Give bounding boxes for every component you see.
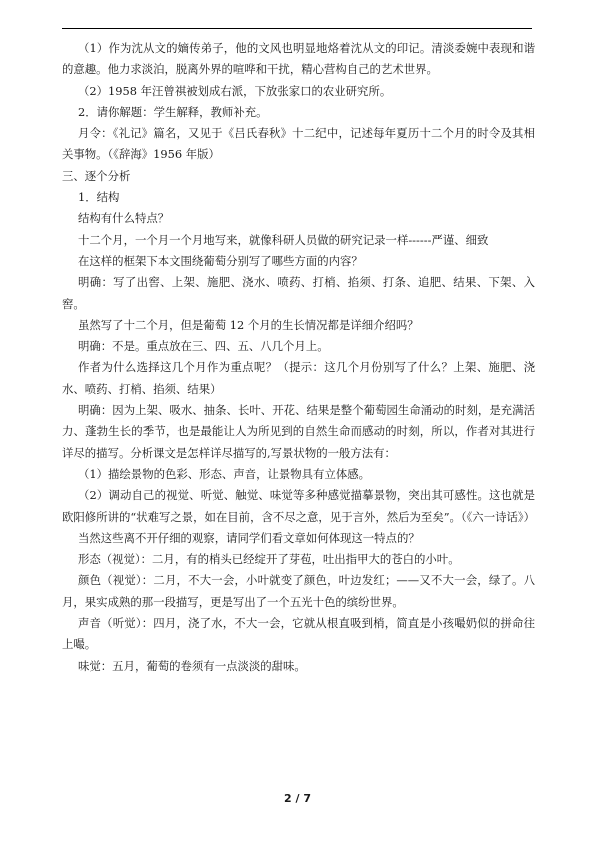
paragraph: 虽然写了十二个月，但是葡萄 12 个月的生长情况都是详细介绍吗？: [78, 317, 419, 332]
section-heading: 三、逐个分析: [62, 168, 131, 183]
paragraph: 作者为什么选择这几个月作为重点呢？（提示：这几个月份别写了什么？上架、施肥、浇水、喷药、打梢、掐须、结果）: [62, 360, 535, 396]
paragraph: 月令：《礼记》篇名，又见于《吕氏春秋》十二纪中，记述每年夏历十二个月的时令及其相关事物。（《辞海》1956 年版）: [62, 126, 535, 162]
paragraph: 2．请你解题：学生解释，教师补充。: [78, 104, 268, 119]
body-text: [62, 38, 535, 677]
paragraph: 颜色（视觉）：二月，不大一会，小叶就变了颜色，叶边发红；——又不大一会，绿了。八月，果实成熟的那一段描写，更是写出了一个五光十色的缤纷世界。: [62, 573, 535, 609]
paragraph: （2）调动自己的视觉、听觉、触觉、味觉等多种感觉描摹景物，突出其可感性。这也就是欧阳修所讲的“状难写之景，如在目前，含不尽之意，见于言外，然后为至矣”。（《六一诗话》）: [62, 488, 535, 524]
paragraph: （1）作为沈从文的嫡传弟子，他的文风也明显地烙着沈从文的印记。清淡委婉中表现和谐的意趣。他力求淡泊，脱离外界的喧哗和干扰，精心营构自己的艺术世界。: [62, 41, 535, 77]
paragraph: 声音（听觉）：四月，浇了水，不大一会，它就从根直吸到梢，简直是小孩嘬奶似的拼命往上嘬。: [62, 616, 535, 652]
paragraph: （2）1958 年汪曾祺被划成右派，下放张家口的农业研究所。: [78, 83, 392, 98]
sub-heading: 1．结构: [78, 190, 120, 205]
paragraph: 明确：不是。重点放在三、四、五、八几个月上。: [78, 339, 329, 354]
paragraph: 明确：因为上架、吸水、抽条、长叶、开花、结果是整个葡萄园生命涌动的时刻，是充满活力、蓬勃生长的季节，也是最能让人为所见到的自然生命而感动的时刻，所以，作者对其进行详尽的描写。分析课文是怎样详尽描写的,写景状物的一般方法有：: [62, 403, 535, 460]
paragraph: 形态（视觉）：二月，有的梢头已经绽开了芽苞，吐出指甲大的苍白的小叶。: [78, 552, 460, 567]
paragraph: 明确：写了出窖、上架、施肥、浇水、喷药、打梢、掐须、打条、追肥、结果、下架、入窖。: [62, 275, 535, 311]
paragraph: 十二个月，一个月一个月地写来，就像科研人员做的研究记录一样------严谨、细致: [78, 232, 489, 247]
page-number: 2 / 7: [284, 792, 311, 805]
paragraph: 结构有什么特点？: [78, 211, 170, 226]
header-rule: [62, 28, 532, 29]
paragraph: 当然这些离不开仔细的观察，请同学们看文章如何体现这一特点的？: [78, 530, 420, 545]
paragraph: 味觉：五月，葡萄的卷须有一点淡淡的甜味。: [78, 658, 306, 673]
paragraph: 在这样的框架下本文围绕葡萄分别写了哪些方面的内容？: [78, 253, 363, 268]
paragraph: （1）描绘景物的色彩、形态、声音，让景物具有立体感。: [78, 466, 371, 481]
